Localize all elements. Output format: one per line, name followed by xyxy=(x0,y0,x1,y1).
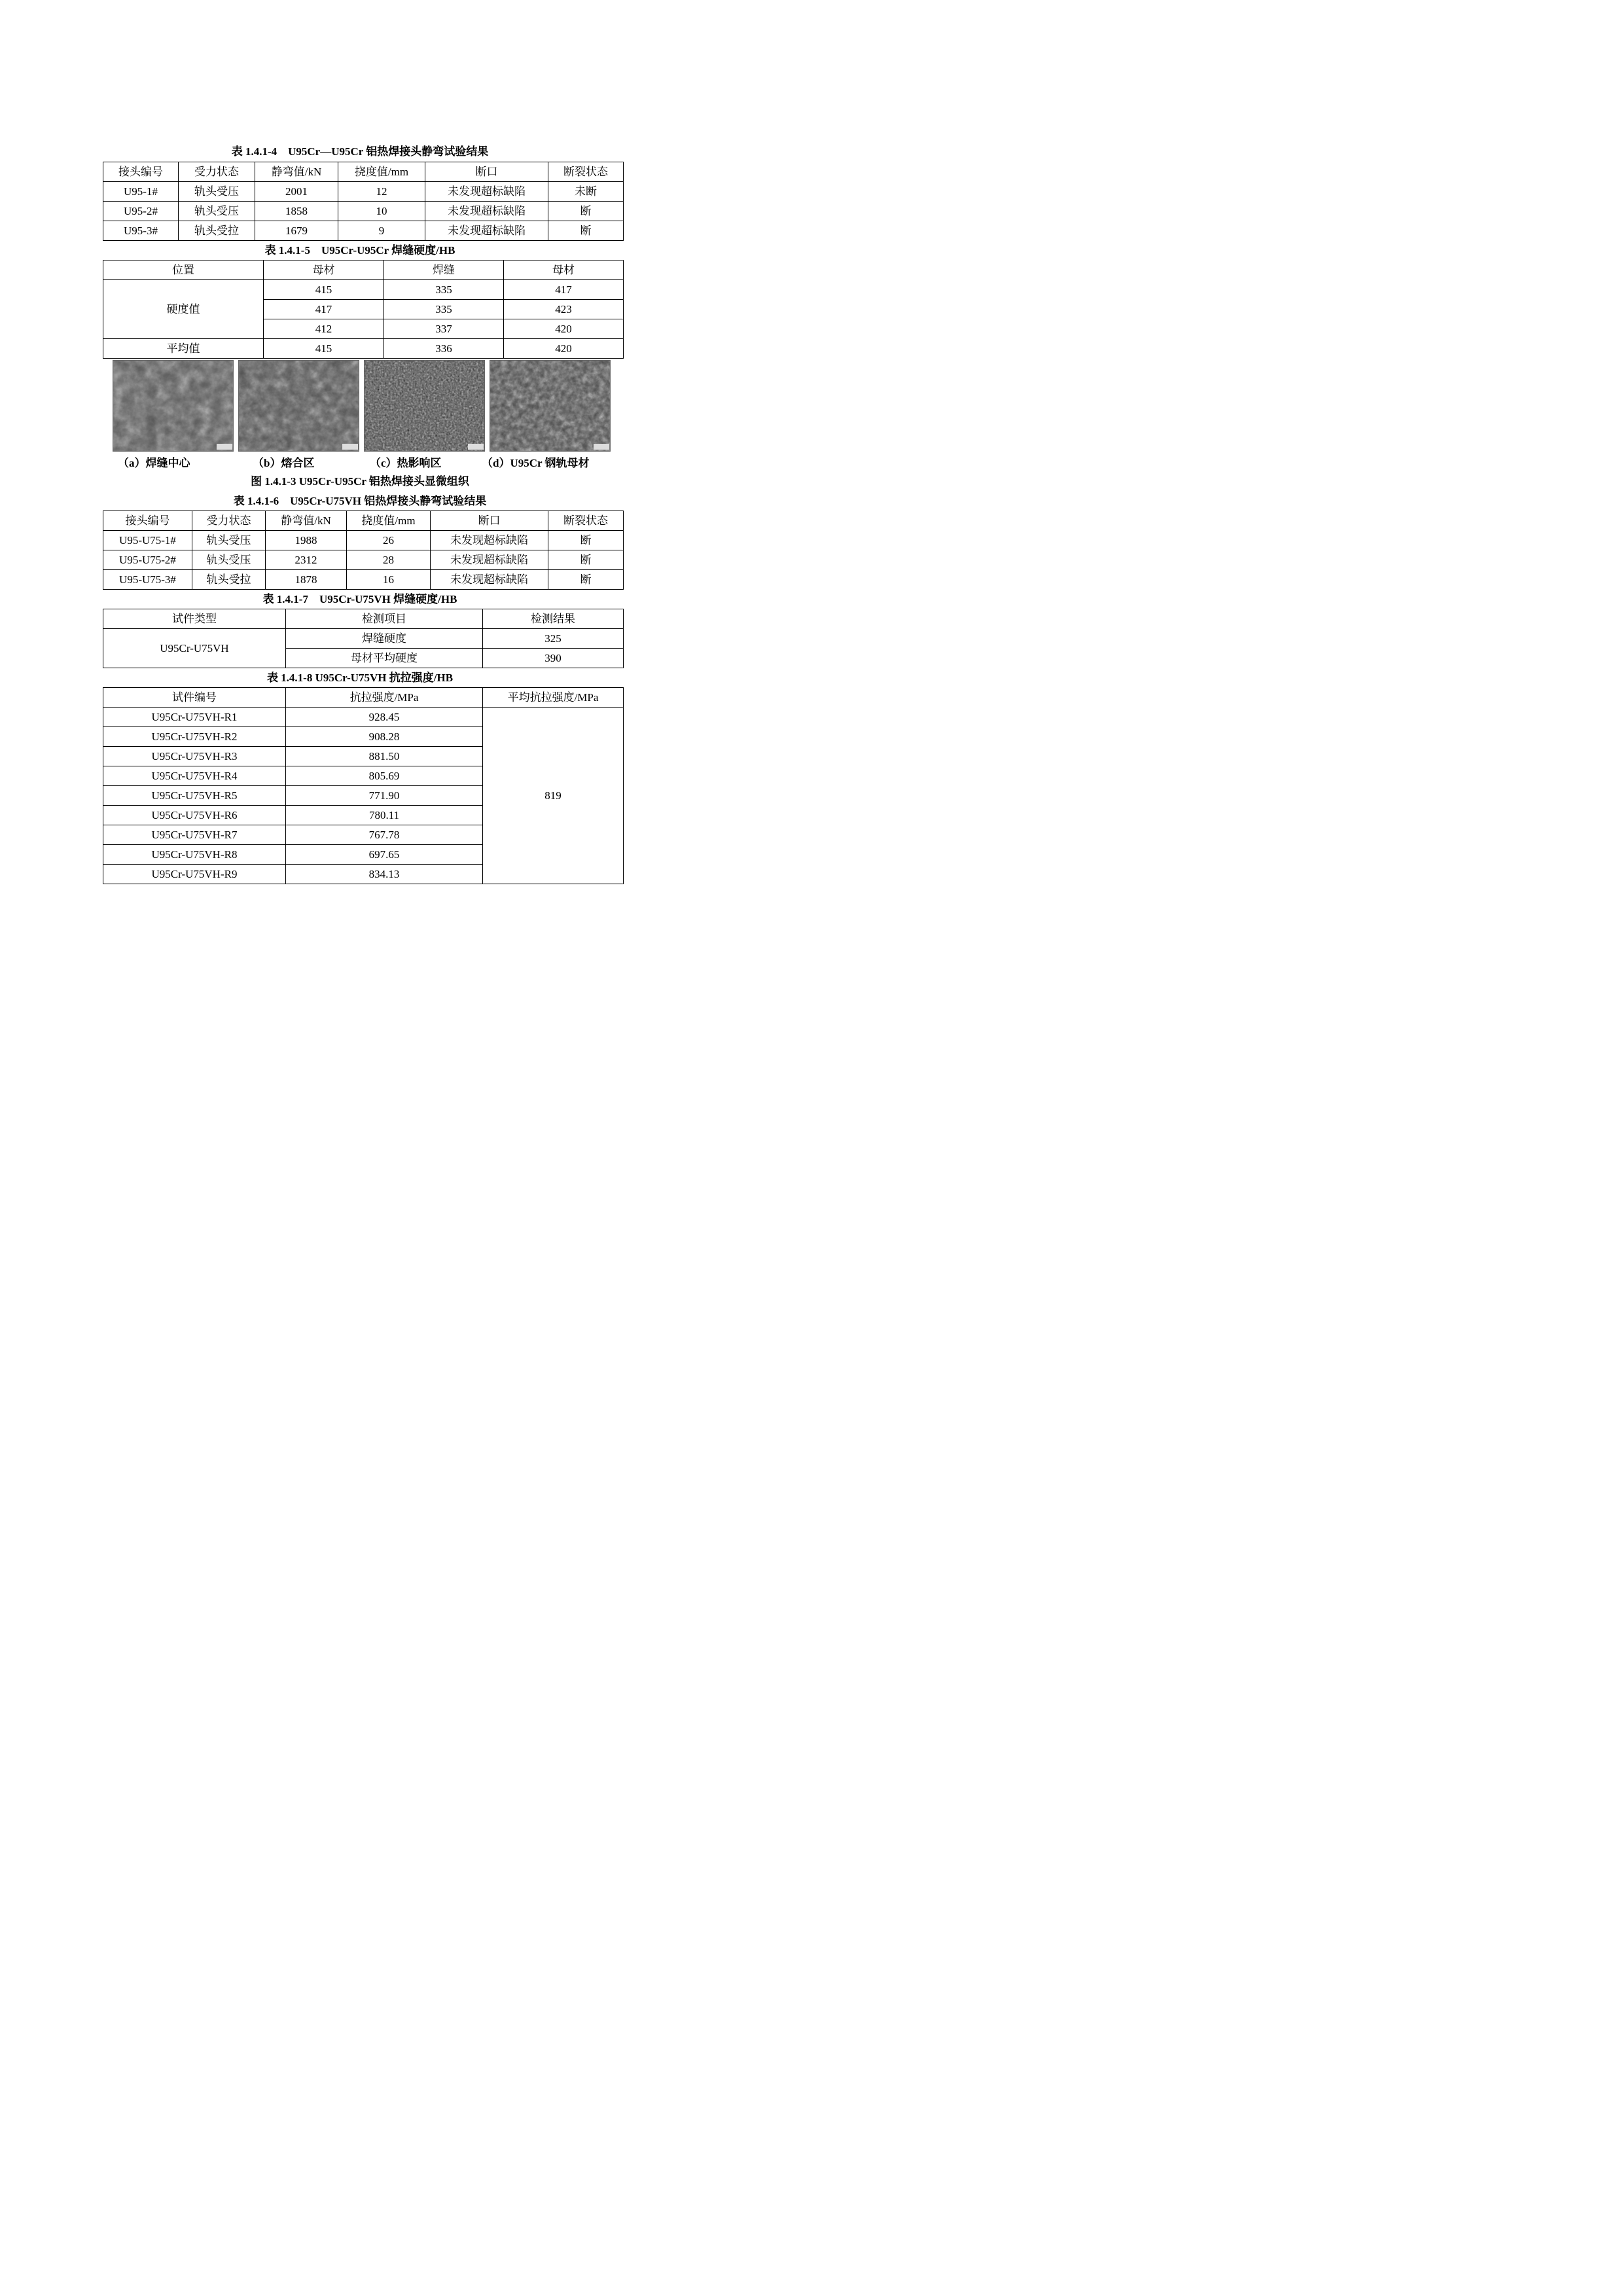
table-cell: 928.45 xyxy=(286,708,483,727)
table-cell: 335 xyxy=(384,280,504,300)
table-cell: U95Cr-U75VH-R1 xyxy=(103,708,286,727)
table-cell: 908.28 xyxy=(286,727,483,747)
table-cell: 轨头受拉 xyxy=(192,570,266,590)
average-strength-cell: 819 xyxy=(483,708,624,884)
header-cell: 试件编号 xyxy=(103,688,286,708)
table-row xyxy=(103,708,624,727)
table-row xyxy=(103,550,624,570)
table-cell: 420 xyxy=(504,339,624,359)
table-cell: 1858 xyxy=(255,202,338,221)
table-cell: 断 xyxy=(548,221,624,241)
table2-caption: 表 1.4.1-5 U95Cr-U95Cr 焊缝硬度/HB xyxy=(264,244,455,257)
table-cell: 415 xyxy=(264,280,384,300)
table-cell: 805.69 xyxy=(286,766,483,786)
header-cell: 接头编号 xyxy=(103,162,179,182)
subcaption-c: （c）热影响区 xyxy=(370,457,442,469)
table-cell: 未发现超标缺陷 xyxy=(425,202,548,221)
table-cell: 1679 xyxy=(255,221,338,241)
table-cell: 12 xyxy=(338,182,425,202)
table-cell: 断 xyxy=(548,531,624,550)
average-label: 平均值 xyxy=(103,339,264,359)
table-cell: U95-U75-3# xyxy=(103,570,192,590)
table-header-row xyxy=(103,688,624,708)
table-cell: 轨头受压 xyxy=(192,550,266,570)
table-row xyxy=(103,570,624,590)
header-cell: 检测结果 xyxy=(483,609,624,629)
table-cell: 771.90 xyxy=(286,786,483,806)
table-cell: 未发现超标缺陷 xyxy=(431,570,548,590)
table-cell: 断 xyxy=(548,570,624,590)
table-cell: 412 xyxy=(264,319,384,339)
table-row xyxy=(103,531,624,550)
table-header-row xyxy=(103,162,624,182)
micrograph-d xyxy=(490,360,611,452)
table-cell: 28 xyxy=(347,550,431,570)
table-cell: U95-1# xyxy=(103,182,179,202)
table-cell: U95Cr-U75VH-R8 xyxy=(103,845,286,865)
table5 xyxy=(103,687,623,884)
subcaption-b: （b）熔合区 xyxy=(253,457,315,469)
header-cell: 受力状态 xyxy=(179,162,255,182)
table-cell: 26 xyxy=(347,531,431,550)
table-cell: 轨头受压 xyxy=(179,182,255,202)
table3-caption: 表 1.4.1-6 U95Cr-U75VH 铝热焊接头静弯试验结果 xyxy=(233,495,487,507)
table-cell: 轨头受压 xyxy=(192,531,266,550)
table-cell: U95-U75-2# xyxy=(103,550,192,570)
table1-caption: 表 1.4.1-4 U95Cr—U95Cr 铝热焊接头静弯试验结果 xyxy=(231,145,489,158)
header-cell: 断口 xyxy=(431,511,548,531)
table-cell: 834.13 xyxy=(286,865,483,884)
table-cell: 780.11 xyxy=(286,806,483,825)
table-cell: 767.78 xyxy=(286,825,483,845)
table-cell: 轨头受压 xyxy=(179,202,255,221)
header-cell: 静弯值/kN xyxy=(255,162,338,182)
table-row xyxy=(103,221,624,241)
header-cell: 焊缝 xyxy=(384,260,504,280)
table-cell: 390 xyxy=(483,649,624,668)
micrograph-c xyxy=(364,360,485,452)
table-cell: 焊缝硬度 xyxy=(286,629,483,649)
table-cell: U95Cr-U75VH-R2 xyxy=(103,727,286,747)
table-cell: U95Cr-U75VH-R7 xyxy=(103,825,286,845)
header-cell: 静弯值/kN xyxy=(266,511,347,531)
header-cell: 断裂状态 xyxy=(548,162,624,182)
table-cell: 未断 xyxy=(548,182,624,202)
table-cell: 1878 xyxy=(266,570,347,590)
header-cell: 断裂状态 xyxy=(548,511,624,531)
table-cell: 断 xyxy=(548,202,624,221)
table-row xyxy=(103,339,624,359)
table-cell: 未发现超标缺陷 xyxy=(431,531,548,550)
table-cell: 9 xyxy=(338,221,425,241)
header-cell: 母材 xyxy=(264,260,384,280)
table4-caption: 表 1.4.1-7 U95Cr-U75VH 焊缝硬度/HB xyxy=(262,593,457,605)
table-cell: 断 xyxy=(548,550,624,570)
header-cell: 位置 xyxy=(103,260,264,280)
table-cell: 母材平均硬度 xyxy=(286,649,483,668)
table-cell: 未发现超标缺陷 xyxy=(431,550,548,570)
micrograph-b xyxy=(238,360,359,452)
table-cell: 415 xyxy=(264,339,384,359)
table-header-row xyxy=(103,609,624,629)
table-cell: 336 xyxy=(384,339,504,359)
header-cell: 断口 xyxy=(425,162,548,182)
figure-caption: 图 1.4.1-3 U95Cr-U95Cr 铝热焊接头显微组织 xyxy=(251,475,469,488)
table-row xyxy=(103,182,624,202)
micrograph-figure xyxy=(113,360,611,452)
subcaption-a: （a）焊缝中心 xyxy=(118,457,190,469)
sample-type-cell: U95Cr-U75VH xyxy=(103,629,286,668)
header-cell: 试件类型 xyxy=(103,609,286,629)
table2 xyxy=(103,260,623,359)
table-cell: 未发现超标缺陷 xyxy=(425,221,548,241)
table-cell: 423 xyxy=(504,300,624,319)
table-cell: 2001 xyxy=(255,182,338,202)
header-cell: 平均抗拉强度/MPa xyxy=(483,688,624,708)
table-cell: 697.65 xyxy=(286,845,483,865)
table-cell: U95Cr-U75VH-R4 xyxy=(103,766,286,786)
table-cell: 10 xyxy=(338,202,425,221)
table-cell: 轨头受拉 xyxy=(179,221,255,241)
table3 xyxy=(103,511,623,590)
table-cell: 420 xyxy=(504,319,624,339)
table-cell: U95-3# xyxy=(103,221,179,241)
table-cell: 335 xyxy=(384,300,504,319)
table-cell: U95-U75-1# xyxy=(103,531,192,550)
header-cell: 受力状态 xyxy=(192,511,266,531)
table-cell: U95Cr-U75VH-R3 xyxy=(103,747,286,766)
table-row xyxy=(103,202,624,221)
table-cell: 325 xyxy=(483,629,624,649)
table5-caption: 表 1.4.1-8 U95Cr-U75VH 抗拉强度/HB xyxy=(266,672,454,684)
header-cell: 挠度值/mm xyxy=(347,511,431,531)
table-header-row xyxy=(103,511,624,531)
table-cell: 417 xyxy=(504,280,624,300)
table-cell: 16 xyxy=(347,570,431,590)
table-header-row xyxy=(103,260,624,280)
hardness-label: 硬度值 xyxy=(103,280,264,339)
table-cell: 417 xyxy=(264,300,384,319)
table-cell: U95-2# xyxy=(103,202,179,221)
table-cell: U95Cr-U75VH-R6 xyxy=(103,806,286,825)
table4 xyxy=(103,609,623,668)
table-row xyxy=(103,280,624,300)
subcaption-d: （d）U95Cr 钢轨母材 xyxy=(482,457,590,469)
header-cell: 检测项目 xyxy=(286,609,483,629)
header-cell: 母材 xyxy=(504,260,624,280)
micrograph-a xyxy=(113,360,234,452)
table-cell: 337 xyxy=(384,319,504,339)
table-row xyxy=(103,629,624,649)
header-cell: 挠度值/mm xyxy=(338,162,425,182)
table-cell: 1988 xyxy=(266,531,347,550)
table-cell: 881.50 xyxy=(286,747,483,766)
table-cell: 2312 xyxy=(266,550,347,570)
table-cell: U95Cr-U75VH-R9 xyxy=(103,865,286,884)
table1 xyxy=(103,162,623,241)
header-cell: 接头编号 xyxy=(103,511,192,531)
table-cell: 未发现超标缺陷 xyxy=(425,182,548,202)
table-cell: U95Cr-U75VH-R5 xyxy=(103,786,286,806)
header-cell: 抗拉强度/MPa xyxy=(286,688,483,708)
